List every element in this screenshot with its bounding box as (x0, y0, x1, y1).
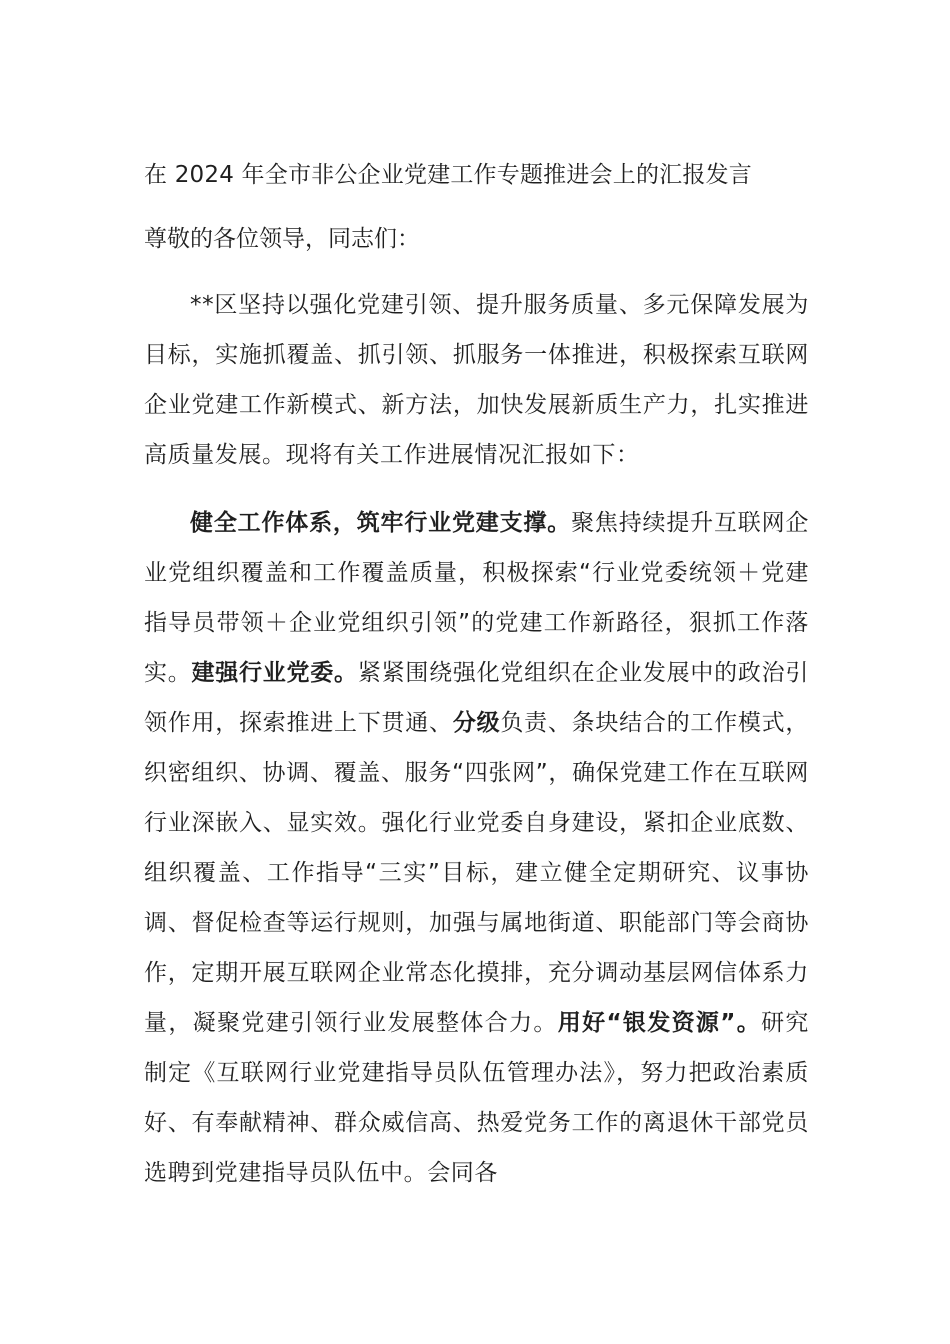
section-1-text-3: 负责、条块结合的工作模式，织密组织、协调、覆盖、服务“四张网”，确保党建工作在互联网行业深嵌入、显实效。强化行业党委自身建设，紧扣企业底数、组织覆盖、工作指导“三实”目标，建立健全定期研究、议事协调、督促检查等运行规则，加强与属地街道、职能部门等会商协作，定期开展互联网企业常态化摸排，充分调动基层网信体系力量，凝聚党建引领行业发展整体合力。 (144, 710, 809, 1036)
section-1-text-2: 紧紧围绕强化党组织在企业发展中的政治引领作用，探索推进上下贯通、 (144, 660, 810, 736)
section-1-heading: 健全工作体系，筑牢行业党建支撑。 (190, 510, 572, 536)
bold-word-fenji: 分级 (452, 710, 501, 736)
document-title: 在 2024 年全市非公企业党建工作专题推进会上的汇报发言 (144, 162, 752, 188)
subsection-1-heading: 建强行业党委。 (191, 660, 358, 686)
salutation: 尊敬的各位领导，同志们： (144, 226, 420, 252)
intro-paragraph: **区坚持以强化党建引领、提升服务质量、多元保障发展为目标，实施抓覆盖、抓引领、抓服务一体推进，积极探索互联网企业党建工作新模式、新方法，加快发展新质生产力，扎实推进高质量发展。现将有关工作进展情况汇报如下： (144, 292, 809, 468)
section-1-paragraph (144, 498, 809, 1198)
section-1-text-4: 研究制定《互联网行业党建指导员队伍管理办法》，努力把政治素质好、有奉献精神、群众威信高、热爱党务工作的离退休干部党员选聘到党建指导员队伍中。会同各 (144, 1010, 810, 1186)
section-1-text-1: 聚焦持续提升互联网企业党组织覆盖和工作覆盖质量，积极探索“行业党委统领＋党建指导员带领＋企业党组织引领”的党建工作新路径，狠抓工作落实。 (144, 510, 810, 686)
document-body (144, 150, 809, 1198)
subsection-2-heading: 用好“银发资源”。 (557, 1010, 762, 1036)
